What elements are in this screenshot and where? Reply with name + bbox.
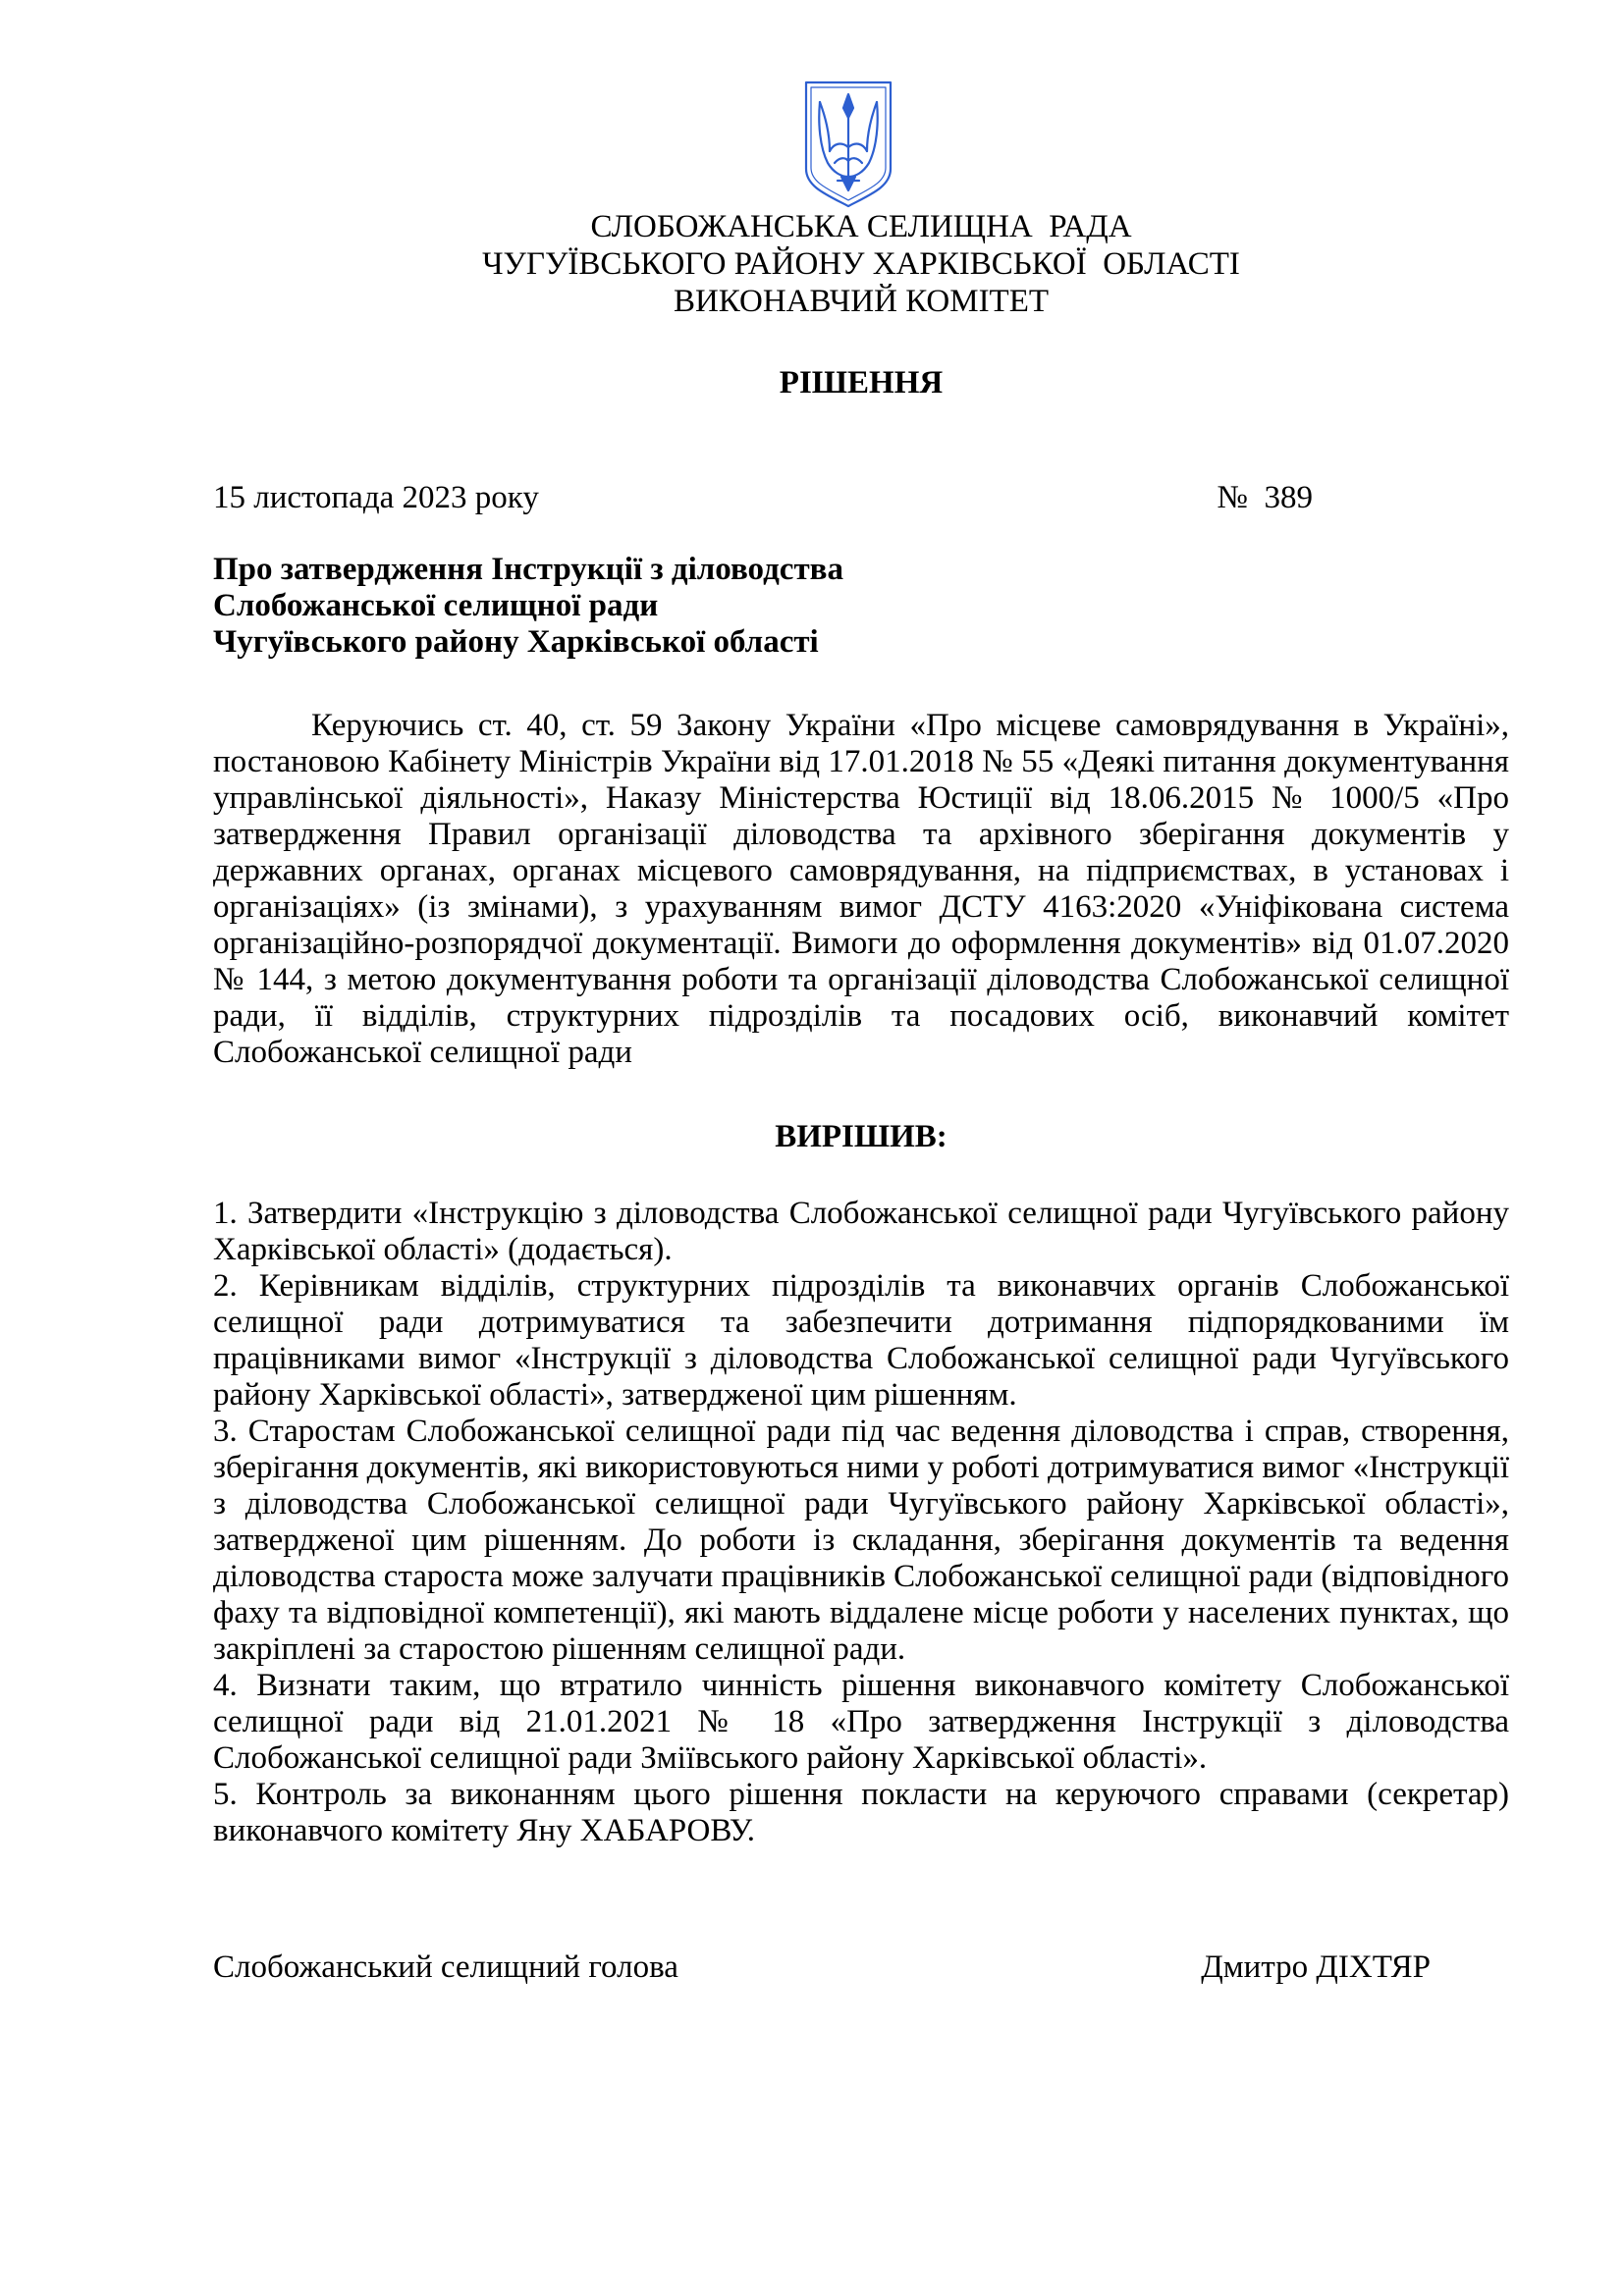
signatory-title: Слобожанський селищний голова: [213, 1949, 678, 1985]
council-name: СЛОБОЖАНСЬКА СЕЛИЩНА РАДА: [590, 209, 1132, 244]
subject-line: Слобожанської селищної ради: [213, 588, 659, 623]
decision-subject: [213, 552, 1195, 661]
decision-item: 1. Затвердити «Інструкцію з діловодства Слобожанської селищної ради Чугуївського району Харківської області» (додається).: [213, 1196, 1509, 1267]
decision-number: № 389: [1217, 480, 1313, 515]
preamble-paragraph: Керуючись ст. 40, ст. 59 Закону України «Про місцеве самоврядування в Україні», постановою Кабінету Міністрів України від 17.01.2018 № 55 «Деякі питання документування управлінської діяльності», Наказу Міністерства Юстиції від 18.06.2015 № 1000/5 «Про затвердження Правил організації діловодства та архівного зберігання документів у державних органах, органах місцевого самоврядування, на підприємствах, в установах і організаціях» (із змінами), з урахуванням вимог ДСТУ 4163:2020 «Уніфікована система організаційно-розпорядчої документації. Вимоги до оформлення документів» від 01.07.2020 № 144, з метою документування роботи та організації діловодства Слобожанської селищної ради, її відділів, структурних підрозділів та посадових осіб, виконавчий комітет Слобожанської селищної ради: [213, 708, 1509, 1070]
organization-header: [196, 208, 1526, 320]
ukraine-trident-emblem-icon: [802, 79, 894, 210]
signatory-name: Дмитро ДІХТЯР: [1201, 1949, 1431, 1985]
decision-date: 15 листопада 2023 року: [213, 480, 539, 515]
subject-line: Про затвердження Інструкції з діловодства: [213, 552, 843, 587]
decision-item: 2. Керівникам відділів, структурних підрозділів та виконавчих органів Слобожанської селищної ради дотримуватися та забезпечити дотримання підпорядкованими їм працівниками вимог «Інструкції з діловодства Слобожанської селищної ради Чугуївського району Харківської області», затвердженої цим рішенням.: [213, 1268, 1509, 1413]
decision-items-list: [213, 1196, 1509, 1849]
district-name: ЧУГУЇВСЬКОГО РАЙОНУ ХАРКІВСЬКОЇ ОБЛАСТІ: [482, 246, 1240, 282]
committee-name: ВИКОНАВЧИЙ КОМІТЕТ: [673, 284, 1050, 319]
decision-item: 3. Старостам Слобожанської селищної ради під час ведення діловодства і справ, створення, зберігання документів, які використовуються ними у роботі дотримуватися вимог «Інструкції з діловодства Слобожанської селищної ради Чугуївського району Харківської області», затвердженої цим рішенням. До роботи із складання, зберігання документів та ведення діловодства староста може залучати працівників Слобожанської селищної ради (відповідного фаху та відповідної компетенції), які мають віддалене місце роботи у населених пунктах, що закріплені за старостою рішенням селищної ради.: [213, 1414, 1509, 1667]
subject-line: Чугуївського району Харківської області: [213, 624, 819, 660]
document-type-title: РІШЕННЯ: [779, 365, 944, 400]
decision-item: 5. Контроль за виконанням цього рішення покласти на керуючого справами (секретар) виконавчого комітету Яну ХАБАРОВУ.: [213, 1777, 1509, 1848]
decision-item: 4. Визнати таким, що втратило чинність рішення виконавчого комітету Слобожанської селищної ради від 21.01.2021 № 18 «Про затвердження Інструкції з діловодства Слобожанської селищної ради Зміївського району Харківської області».: [213, 1668, 1509, 1776]
decided-heading: ВИРІШИВ:: [775, 1119, 947, 1154]
